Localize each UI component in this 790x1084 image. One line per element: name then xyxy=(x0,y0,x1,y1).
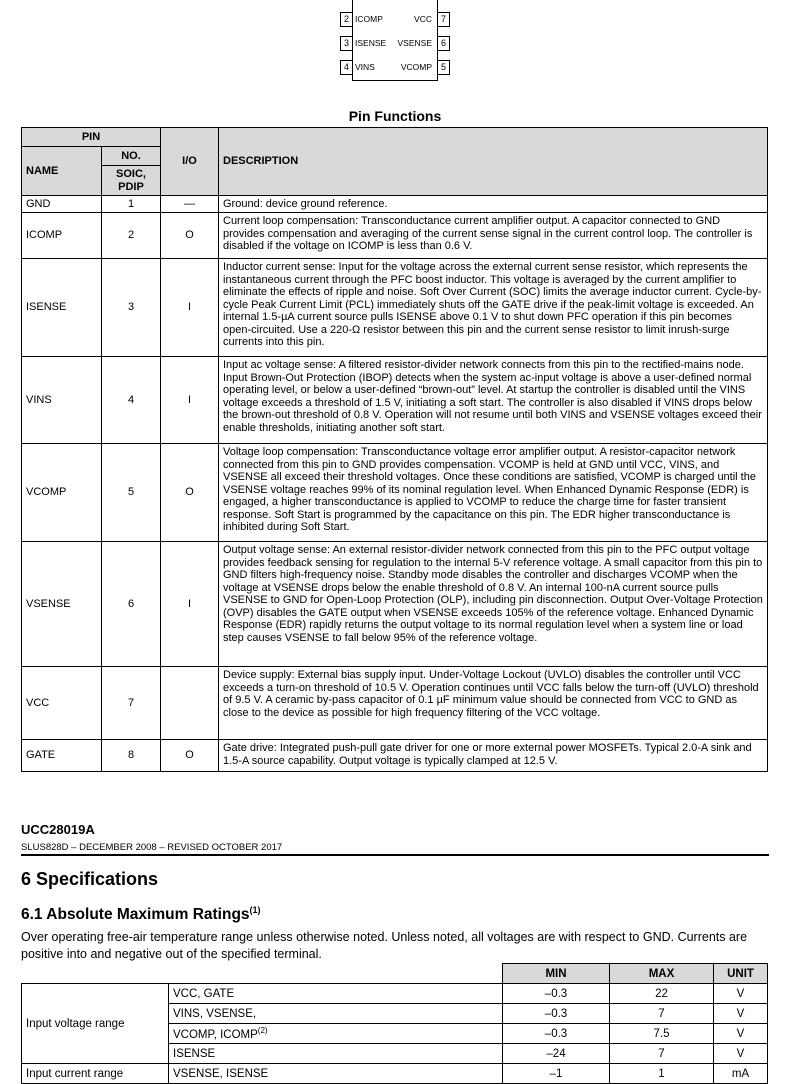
conditions-paragraph: Over operating free-air temperature range unless otherwise noted. Unless noted, all voltages are with respect to GND. Currents are positive into and negative out of the specified terminal. xyxy=(21,930,748,961)
pin-label: ISENSE xyxy=(355,38,387,48)
subsection-title-text: 6.1 Absolute Maximum Ratings xyxy=(21,906,250,924)
param: VCC, GATE xyxy=(169,984,503,1004)
unit: V xyxy=(714,1004,768,1024)
table-row xyxy=(22,984,768,1004)
pin-description: Voltage loop compensation: Transconductance voltage error amplifier output. A resistor-capacitor network connected from this pin to GND provides compensation. VCOMP is held at GND until VCC, VINS, and VSENSE all exceed their threshold voltages. Once these conditions are satisfied, VCOMP is charged until the VSENSE voltage reaches 99% of its nominal regulation level. When Enhanced Dynamic Response (EDR) is engaged, a higher transconductance is applied to VCOMP to reduce the charge time for faster transient response. Soft Start is programmed by the capacitance on this pin. The EDR higher transconductance is inhibited during Soft Start. xyxy=(219,444,768,542)
pin-io: O xyxy=(161,740,219,772)
section-title: 6 Specifications xyxy=(21,869,159,889)
pin-name: VSENSE xyxy=(22,542,102,667)
pin-description: Device supply: External bias supply input. Under-Voltage Lockout (UVLO) disables the controller until VCC exceeds a turn-on threshold of 10.5 V. Operation continues until VCC falls below the turn-off (UVLO) threshold of 9.5 V. A ceramic by-pass capacitor of 0.1 µF minimum value should be connected from VCC to GND as close to the device as possible for high frequency filtering of the VCC voltage. xyxy=(219,667,768,740)
header-rule xyxy=(21,854,769,856)
table-row xyxy=(22,444,768,542)
pin-name: GATE xyxy=(22,740,102,772)
footnote-ref: (2) xyxy=(257,1026,268,1036)
pin-name: VINS xyxy=(22,357,102,444)
pin-name: GND xyxy=(22,196,102,213)
pin-number: 7 xyxy=(437,12,450,27)
pin-number: 4 xyxy=(102,357,161,444)
pin-number: 1 xyxy=(102,196,161,213)
pin-description: Gate drive: Integrated push-pull gate driver for one or more external power MOSFETs. Typical 2.0-A sink and 1.5-A source capability. Output voltage is typically clamped at 12.5 V. xyxy=(219,740,768,772)
param: VINS, VSENSE, xyxy=(169,1004,503,1024)
pin-io: I xyxy=(161,542,219,667)
header-pin: PIN xyxy=(22,128,161,147)
max-value: 7 xyxy=(610,1044,714,1064)
param: ISENSE xyxy=(169,1044,503,1064)
unit: V xyxy=(714,984,768,1004)
pin-label: VSENSE xyxy=(397,38,432,48)
pin-number: 2 xyxy=(102,213,161,259)
header-max: MAX xyxy=(610,964,714,984)
part-number: UCC28019A xyxy=(21,822,95,837)
pin-label: VCOMP xyxy=(400,62,432,72)
param: VSENSE, ISENSE xyxy=(169,1064,503,1084)
table-row xyxy=(22,196,768,213)
min-value: –0.3 xyxy=(503,1024,610,1044)
param xyxy=(169,1024,503,1044)
header-no: NO. xyxy=(102,147,161,166)
table-row xyxy=(22,259,768,357)
pin-io: — xyxy=(161,196,219,213)
header-blank xyxy=(22,964,503,984)
pin-description: Inductor current sense: Input for the voltage across the external current sense resistor, which represents the instantaneous current through the PFC boost inductor. This voltage is averaged by the current amplifier to eliminate the effects of ripple and noise. Soft Over Current (SOC) limits the average inductor current. Cycle-by-cycle Peak Current Limit (PCL) immediately shuts off the GATE drive if the peak-limit voltage is exceeded. An internal 1.5-µA current source pulls ISENSE above 0.1 V to shut down PFC operation if this pin becomes open-circuited. Use a 220-Ω resistor between this pin and the current sense resistor to limit inrush-surge currents into this pin. xyxy=(219,259,768,357)
pin-io: I xyxy=(161,357,219,444)
table-row xyxy=(22,213,768,259)
pin-number: 8 xyxy=(102,740,161,772)
min-value: –1 xyxy=(503,1064,610,1084)
pin-description: Ground: device ground reference. xyxy=(219,196,768,213)
pin-name: ICOMP xyxy=(22,213,102,259)
table-row xyxy=(22,740,768,772)
pin-number: 6 xyxy=(102,542,161,667)
footnote-ref: (1) xyxy=(249,905,261,915)
min-value: –0.3 xyxy=(503,1004,610,1024)
revision-line: SLUS828D – DECEMBER 2008 – REVISED OCTOBER 2017 xyxy=(21,842,283,853)
unit: V xyxy=(714,1044,768,1064)
header-io: I/O xyxy=(161,128,219,196)
pin-name: VCOMP xyxy=(22,444,102,542)
pin-label: VINS xyxy=(355,62,375,72)
pin-description: Current loop compensation: Transconductance current amplifier output. A capacitor connected to GND provides compensation and averaging of the current sense signal in the current control loop. The controller is disabled if the voltage on ICOMP is less than 0.6 V. xyxy=(219,213,768,259)
pin-io: I xyxy=(161,259,219,357)
max-value: 7.5 xyxy=(610,1024,714,1044)
pin-io: O xyxy=(161,213,219,259)
pin-functions-title: Pin Functions xyxy=(348,108,442,124)
pin-number: 2 xyxy=(340,12,353,27)
pin-name: ISENSE xyxy=(22,259,102,357)
table-row xyxy=(22,1064,768,1084)
pin-number: 3 xyxy=(340,36,353,51)
header-name: NAME xyxy=(22,147,102,196)
header-description: DESCRIPTION xyxy=(219,128,768,196)
subsection-title xyxy=(21,905,261,924)
pin-label: ICOMP xyxy=(355,14,383,24)
pin-number: 7 xyxy=(102,667,161,740)
group-label: Input voltage range xyxy=(22,984,169,1064)
absolute-max-ratings-table xyxy=(21,963,768,1084)
pin-description: Input ac voltage sense: A filtered resistor-divider network connects from this pin to the rectified-mains node. Input Brown-Out Protection (IBOP) detects when the system ac-input voltage is above a user-defined normal operating level, or below a user-defined “brown-out” level. At startup the controller is disabled until the VINS voltage exceeds a threshold of 1.5 V, initiating a soft start. The controller is also disabled if VINS drops below the brown-out threshold of 0.8 V. Operation will not resume until both VINS and VSENSE voltages exceed their enable thresholds, initiating another soft start. xyxy=(219,357,768,444)
min-value: –0.3 xyxy=(503,984,610,1004)
max-value: 1 xyxy=(610,1064,714,1084)
pin-number: 6 xyxy=(437,36,450,51)
min-value: –24 xyxy=(503,1044,610,1064)
pin-number: 5 xyxy=(102,444,161,542)
table-row xyxy=(22,542,768,667)
table-row xyxy=(22,667,768,740)
header-unit: UNIT xyxy=(714,964,768,984)
pin-functions-table xyxy=(21,127,768,772)
unit: V xyxy=(714,1024,768,1044)
pin-description: Output voltage sense: An external resistor-divider network connected from this pin to the PFC output voltage provides feedback sensing for regulation to the internal 5-V reference voltage. A small capacitor from this pin to GND filters high-frequency noise. Standby mode disables the controller and discharges VCOMP when the voltage at VSENSE drops below the enable threshold of 0.8 V. An internal 100-nA current source pulls VSENSE to GND for Open-Loop Protection (OLP), including pin disconnection. Output Over-Voltage Protection (OVP) disables the GATE output when VSENSE exceeds 105% of the reference voltage. Enhanced Dynamic Response (EDR) rapidly returns the output voltage to its normal regulation level when a system line or load step causes VSENSE to fall below 95% of the reference voltage. xyxy=(219,542,768,667)
group-label: Input current range xyxy=(22,1064,169,1084)
pin-io xyxy=(161,667,219,740)
param-text: VCOMP, ICOMP xyxy=(173,1028,258,1041)
header-package: SOIC, PDIP xyxy=(102,166,161,196)
table-row xyxy=(22,357,768,444)
unit: mA xyxy=(714,1064,768,1084)
pinout-diagram xyxy=(336,0,452,80)
header-min: MIN xyxy=(503,964,610,984)
pin-number: 3 xyxy=(102,259,161,357)
pin-io: O xyxy=(161,444,219,542)
max-value: 22 xyxy=(610,984,714,1004)
pin-number: 4 xyxy=(340,60,353,75)
pin-number: 5 xyxy=(437,60,450,75)
max-value: 7 xyxy=(610,1004,714,1024)
pin-name: VCC xyxy=(22,667,102,740)
pin-label: VCC xyxy=(414,14,432,24)
